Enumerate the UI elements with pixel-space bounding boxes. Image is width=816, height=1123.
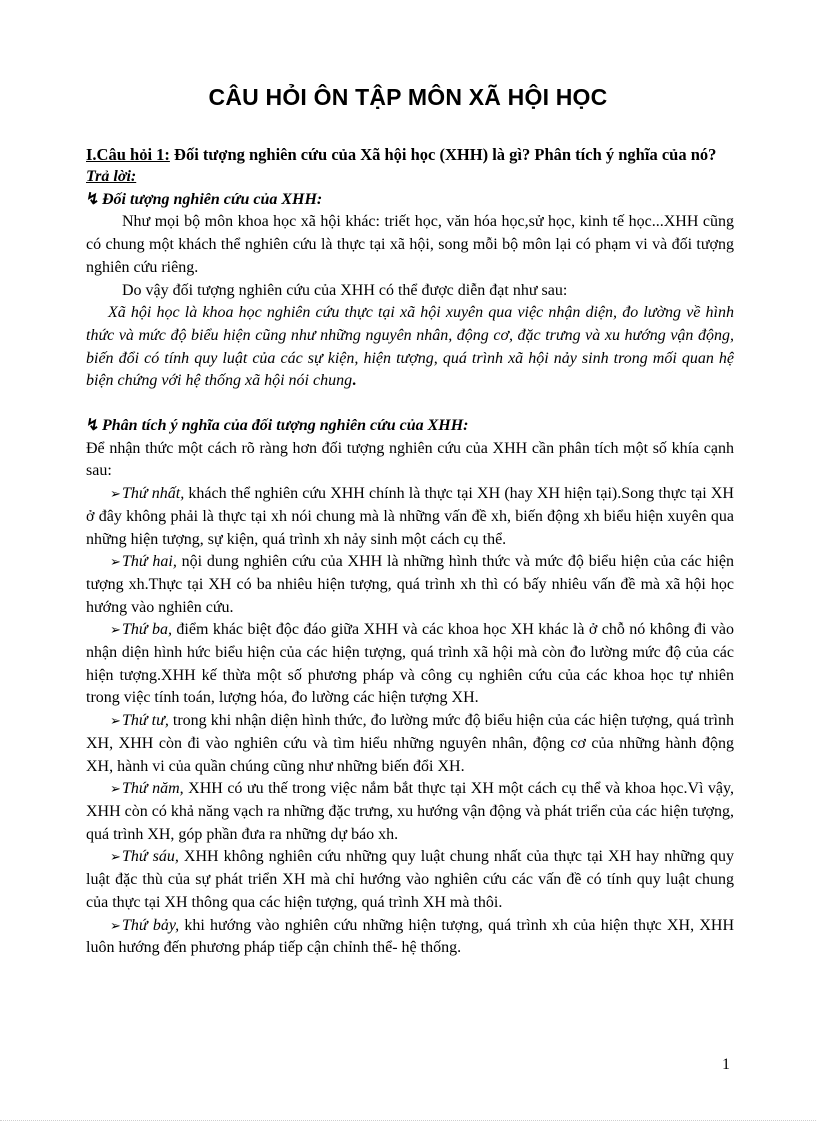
bullet-item: ➢Thứ hai, nội dung nghiên cứu của XHH là những hình thức và mức độ biểu hiện của các hiện tượng xh.Thực tại XH có ba nhiêu hiện tượng, quá trình xh thì có bấy nhiêu vấn đề mà xã hội học hướng vào nghiên cứu. [86, 553, 734, 616]
definition-end: . [352, 372, 357, 390]
arrow-bullet-icon: ➢ [110, 622, 121, 638]
section1-heading-text: Đối tượng nghiên cứu của XHH: [102, 190, 323, 208]
section2-heading [86, 415, 734, 438]
question-number: I.Câu hỏi 1: [86, 145, 170, 164]
arrow-bullet-icon: ➢ [110, 554, 121, 570]
hand-pointer-icon: ↯ [86, 417, 100, 435]
document-title: CÂU HỎI ÔN TẬP MÔN XÃ HỘI HỌC [208, 84, 608, 110]
arrow-bullet-icon: ➢ [110, 781, 121, 797]
question-heading [86, 143, 734, 166]
document-body [86, 143, 734, 960]
bullet-item: ➢Thứ ba, điểm khác biệt độc đáo giữa XHH và các khoa học XH khác là ở chỗ nó không đi vào nhận diện hình hức biểu hiện của các hiện tượng, quá trình xã hội mà còn đo lường mức độ của các hiện tượng.XHH kế thừa một số phương pháp và công cụ nghiên cứu của các khoa học tự nhiên trong việc tính toán, lượng hóa, đo lường các hiện tượng XH. [86, 621, 734, 707]
section1-paragraph: Như mọi bộ môn khoa học xã hội khác: triết học, văn hóa học,sử học, kinh tế học...XHH cũng có chung một khách thể nghiên cứu là thực tại xã hội, song mỗi bộ môn lại có phạm vi và đối tượng nghiên cứu riêng. [86, 213, 734, 276]
arrow-bullet-icon: ➢ [110, 713, 121, 729]
definition-text: Xã hội học là khoa học nghiên cứu thực tại xã hội xuyên qua việc nhận diện, đo lường về hình thức và mức độ biểu hiện cũng như những nguyên nhân, động cơ, đặc trưng và xu hướng vận động, biến đổi có tính quy luật của các sự kiện, hiện tượng, quá trình xã hội nảy sinh trong mối quan hệ biện chứng với hệ thống xã hội nói chung [86, 304, 734, 390]
section1-heading [86, 189, 734, 212]
section2-heading-text: Phân tích ý nghĩa của đối tượng nghiên cứu của XHH: [102, 417, 469, 435]
bullet-item: ➢Thứ sáu, XHH không nghiên cứu những quy luật chung nhất của thực tại XH hay những quy luật đặc thù của sự phát triển XH mà chỉ hướng vào nghiên cứu các vấn đề có tính quy luật chung của thực tại XH thông qua các hiện tượng, quá trình XH mà thôi. [86, 848, 734, 911]
bullet-item: ➢Thứ tư, trong khi nhận diện hình thức, đo lường mức độ biểu hiện của các hiện tượng, quá trình XH, XHH còn đi vào nghiên cứu và tìm hiểu những nguyên nhân, động cơ của những hành động XH, hành vi của quần chúng cũng như những biến đổi XH. [86, 712, 735, 775]
arrow-bullet-icon: ➢ [110, 486, 121, 502]
bullet-item: ➢Thứ nhất, khách thể nghiên cứu XHH chính là thực tại XH (hay XH hiện tại).Song thực tại XH ở đây không phải là thực tại xh nói chung mà là những vấn đề xh, biến động xh biểu hiện xuyên qua những hiện tượng, sự kiện, quá trình xh nảy sinh một cách cụ thể. [86, 485, 734, 548]
bullet-item: ➢Thứ bảy, khi hướng vào nghiên cứu những hiện tượng, quá trình xh của hiện thực XH, XHH luôn hướng đến phương pháp tiếp cận chỉnh thể- hệ thống. [86, 916, 735, 957]
page-number: 1 [722, 1056, 730, 1073]
hand-pointer-icon: ↯ [86, 190, 100, 208]
page-bottom-divider [0, 1120, 816, 1121]
answer-label: Trả lời: [86, 168, 137, 185]
arrow-bullet-icon: ➢ [110, 849, 121, 865]
section1-paragraph: Do vậy đối tượng nghiên cứu của XHH có thể được diễn đạt như sau: [122, 281, 568, 299]
section2-intro: Để nhận thức một cách rõ ràng hơn đối tượng nghiên cứu của XHH cần phân tích một số khía cạnh sau: [86, 439, 734, 480]
bullet-item: ➢Thứ năm, XHH có ưu thế trong việc nắm bắt thực tại XH một cách cụ thể và khoa học.Vì vậy, XHH còn có khả năng vạch ra những đặc trưng, xu hướng vận động và phát triển của các hiện tượng, quá trình XH, góp phần đưa ra những dự báo xh. [86, 780, 734, 843]
question-text: Đối tượng nghiên cứu của Xã hội học (XHH) là gì? Phân tích ý nghĩa của nó? [169, 145, 717, 164]
definition-paragraph [86, 302, 734, 393]
arrow-bullet-icon: ➢ [110, 917, 121, 933]
